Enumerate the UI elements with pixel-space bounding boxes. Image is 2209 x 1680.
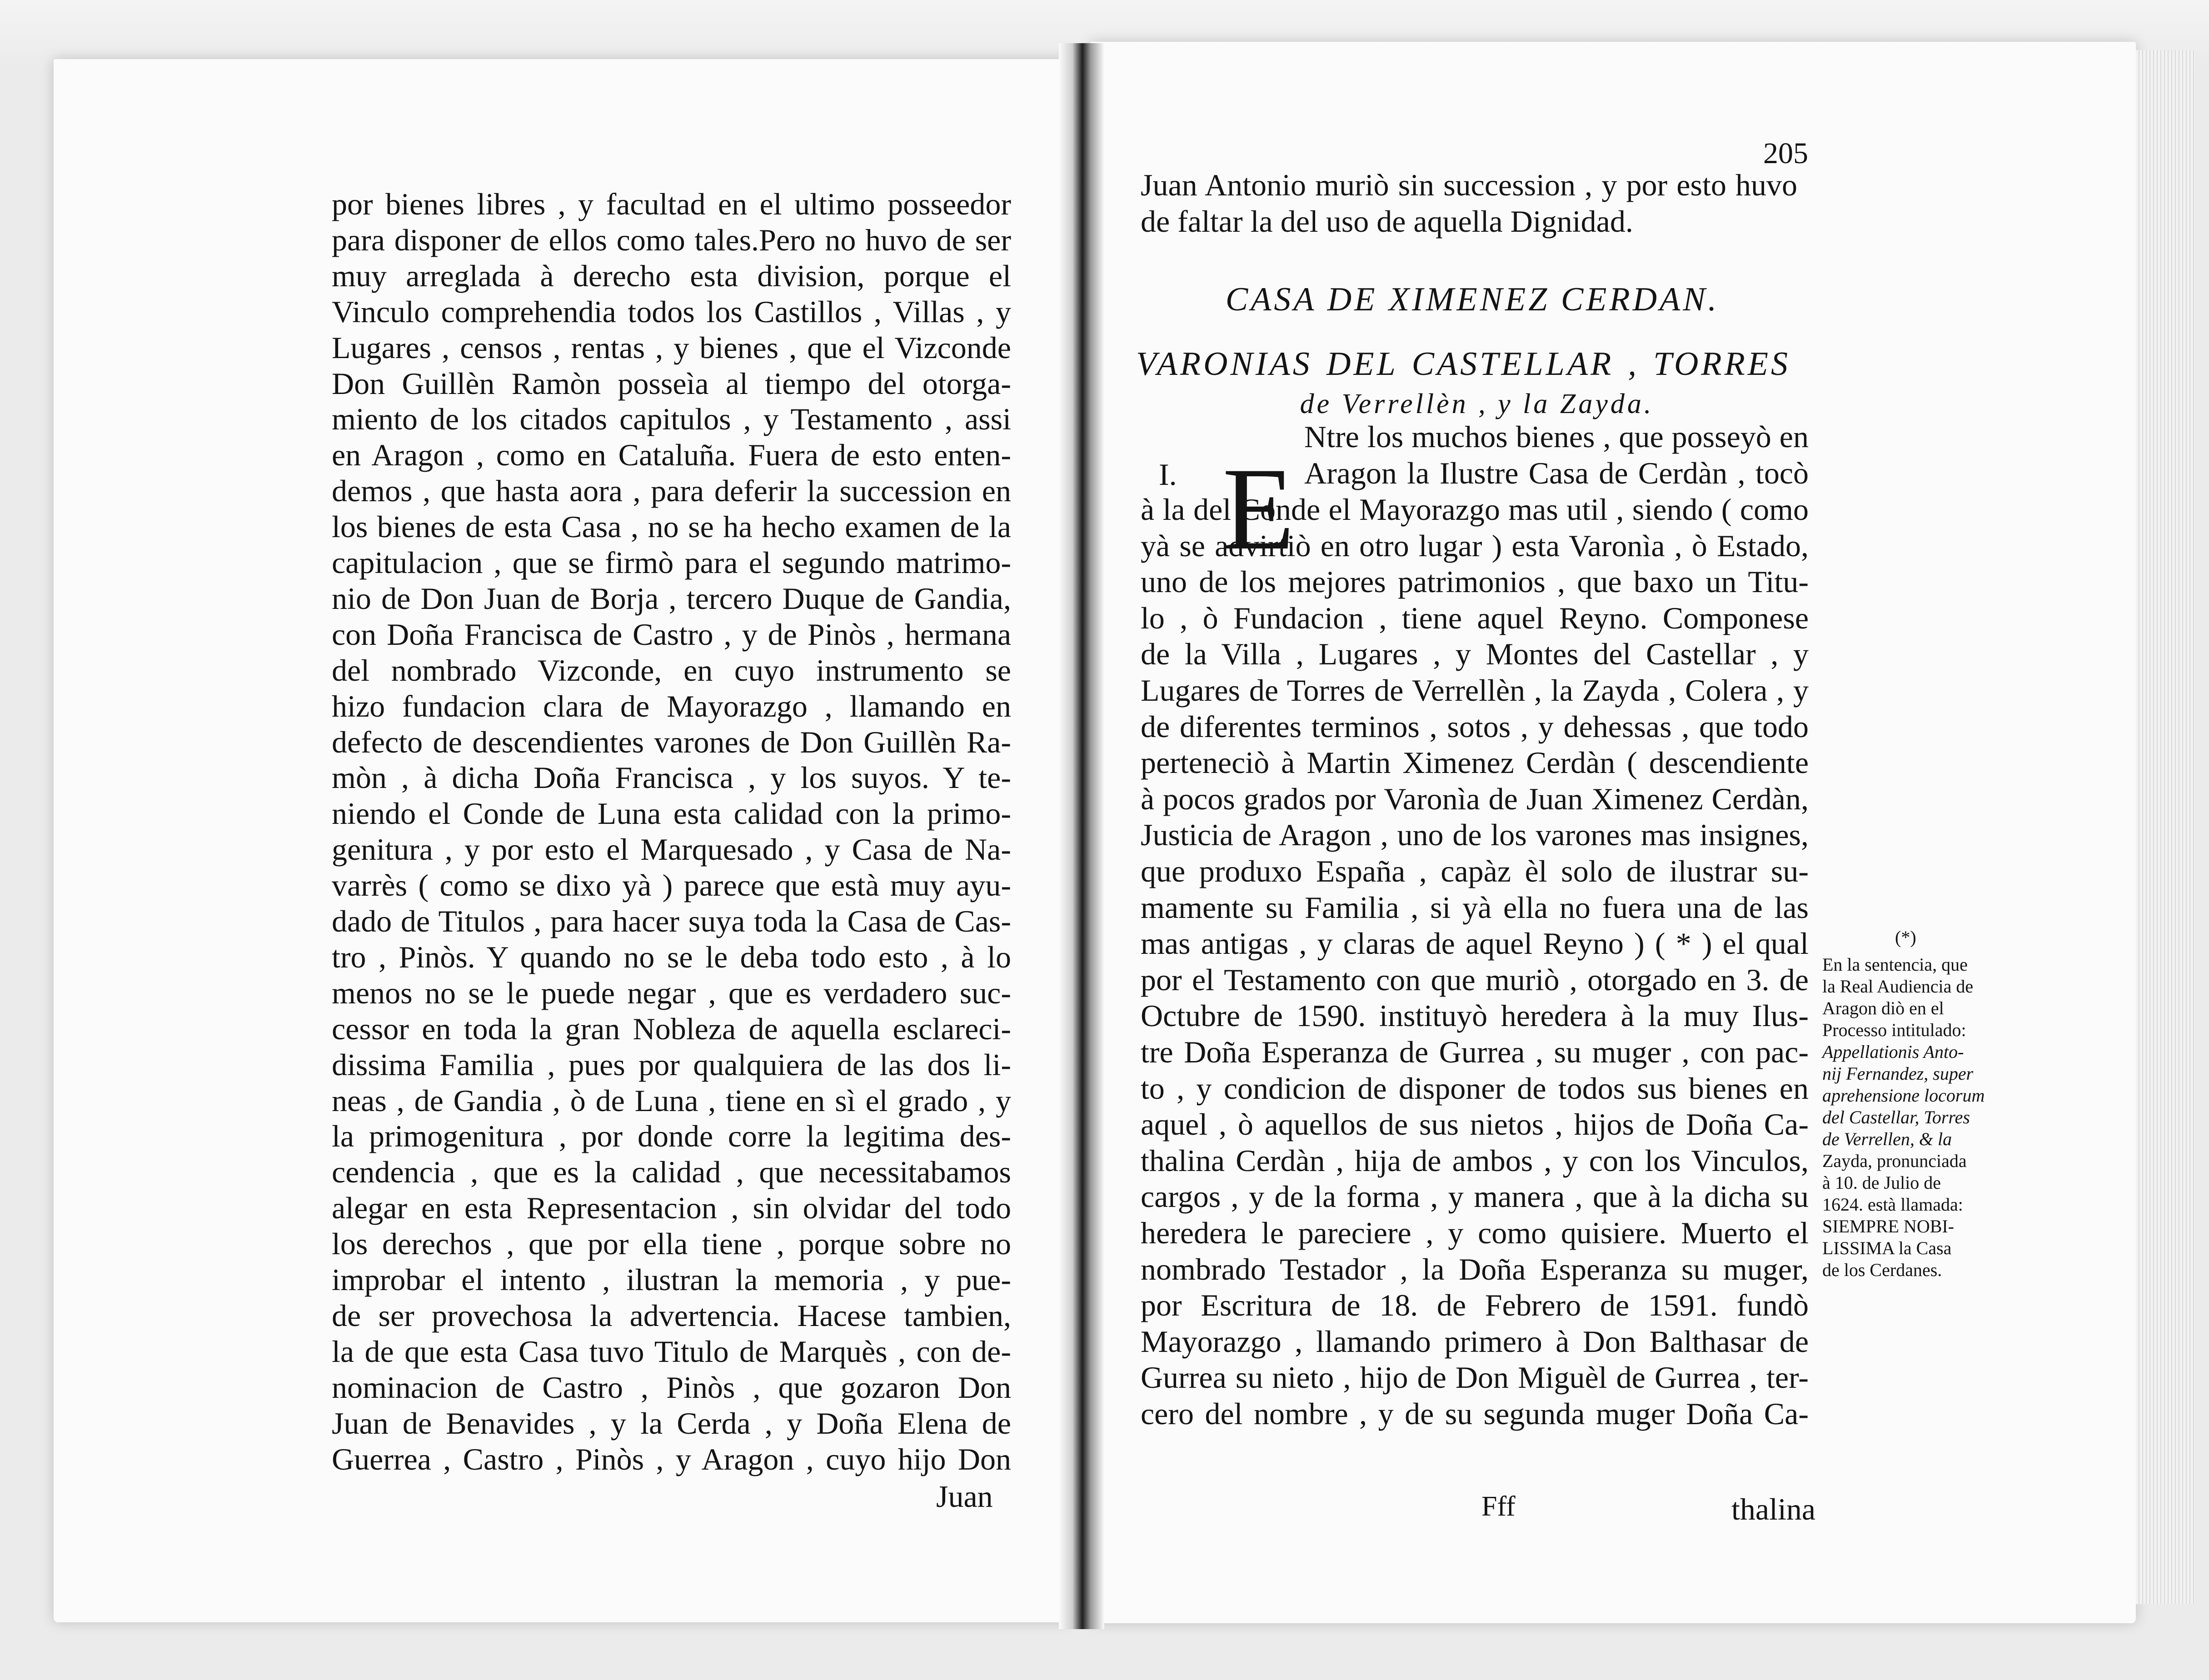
text-line: alegar en esta Representacion , sin olvidar del todo: [332, 1191, 1011, 1226]
text-line: à la del Conde el Mayorazgo mas util , siendo ( como: [1141, 492, 1809, 527]
signature-mark: Fff: [1481, 1491, 1516, 1522]
text-line: los bienes de esta Casa , no se ha hecho examen de la: [332, 509, 1011, 544]
text-line: cessor en toda la gran Nobleza de aquella esclareci-: [332, 1011, 1011, 1046]
heading-casa: CASA DE XIMENEZ CERDAN.: [1225, 281, 1720, 318]
text-line: improbar el intento , ilustran la memoria , y pue-: [332, 1262, 1011, 1297]
text-line: del nombrado Vizconde, en cuyo instrumento se: [332, 653, 1011, 688]
side-note-line: SIEMPRE NOBI-: [1822, 1216, 1955, 1236]
side-note-line: Appellationis Anto-: [1822, 1042, 1964, 1062]
text-line: tro , Pinòs. Y quando no se le deba todo esto , à lo: [332, 939, 1011, 974]
text-line: defecto de descendientes varones de Don Guillèn Ra-: [332, 724, 1011, 759]
text-line: nio de Don Juan de Borja , tercero Duque de Gandia,: [332, 581, 1011, 616]
text-line: de diferentes terminos , sotos , y dehessas , que todo: [1141, 709, 1809, 744]
side-note-line: del Castellar, Torres: [1822, 1107, 1970, 1127]
text-line: Justicia de Aragon , uno de los varones mas insignes,: [1141, 818, 1809, 852]
heading-varonias: VARONIAS DEL CASTELLAR , TORRES: [1136, 345, 1790, 383]
side-note-line: Aragon diò en el: [1822, 998, 1944, 1018]
text-line: mas antigas , y claras de aquel Reyno ) ( * ) el qual: [1141, 926, 1809, 961]
side-note-line: nij Fernandez, super: [1822, 1063, 1974, 1084]
right-catchword: thalina: [1731, 1492, 1816, 1526]
side-note-line: 1624. està llamada:: [1822, 1194, 1963, 1215]
text-line: capitulacion , que se firmò para el segundo matrimo-: [332, 545, 1011, 580]
text-line: perteneciò à Martin Ximenez Cerdàn ( descendiente: [1141, 745, 1809, 780]
page-edges: [2136, 50, 2195, 1604]
text-line: tre Doña Esperanza de Gurrea , su muger , con pac-: [1141, 1035, 1809, 1069]
text-line: nominacion de Castro , Pinòs , que gozaron Don: [332, 1370, 1011, 1405]
text-line: demos , que hasta aora , para deferir la succession en: [332, 474, 1011, 508]
text-line: heredera le pareciere , y como quisiere. Muerto el: [1141, 1216, 1809, 1250]
text-line: niendo el Conde de Luna esta calidad con la primo-: [332, 796, 1011, 831]
text-line: de faltar la del uso de aquella Dignidad.: [1141, 204, 1633, 239]
text-line: à pocos grados por Varonìa de Juan Ximenez Cerdàn,: [1141, 781, 1809, 816]
text-line: de ser provechosa la advertencia. Hacese tambien,: [332, 1298, 1011, 1333]
text-line: para disponer de ellos como tales.Pero no huvo de ser: [332, 222, 1011, 257]
side-note-line: de Verrellen, & la: [1822, 1129, 1952, 1149]
text-line: la primogenitura , por donde corre la legitima des-: [332, 1119, 1011, 1154]
text-line: los derechos , que por ella tiene , porque sobre no: [332, 1226, 1011, 1261]
section-numeral: I.: [1159, 457, 1177, 492]
drop-cap: E: [1222, 444, 1295, 574]
text-line: nombrado Testador , la Doña Esperanza su muger,: [1141, 1251, 1809, 1286]
side-note-line: Zayda, pronunciada: [1822, 1151, 1967, 1171]
heading-subtitle: de Verrellèn , y la Zayda.: [1300, 389, 1654, 419]
text-line: miento de los citados capitulos , y Testamento , assi: [332, 402, 1011, 437]
text-line: Aragon la Ilustre Casa de Cerdàn , tocò: [1304, 456, 1809, 490]
text-line: de la Villa , Lugares , y Montes del Castellar , y: [1141, 637, 1809, 672]
text-line: cendencia , que es la calidad , que necessitabamos: [332, 1155, 1011, 1190]
text-line: por bienes libres , y facultad en el ultimo posseedor: [332, 187, 1011, 221]
text-line: Gurrea su nieto , hijo de Don Miguèl de Gurrea , ter-: [1141, 1360, 1809, 1395]
text-line: dado de Titulos , para hacer suya toda la Casa de Cas-: [332, 904, 1011, 938]
text-line: yà se advirtiò en otro lugar ) esta Varonìa , ò Estado,: [1141, 528, 1809, 563]
text-line: to , y condicion de disponer de todos sus bienes en: [1141, 1071, 1809, 1106]
text-line: por el Testamento con que muriò , otorgado en 3. de: [1141, 962, 1809, 997]
book-gutter: [1059, 43, 1104, 1629]
text-line: Vinculo comprehendia todos los Castillos , Villas , y: [332, 294, 1011, 329]
text-line: genitura , y por esto el Marquesado , y Casa de Na-: [332, 832, 1011, 867]
text-line: menos no se le puede negar , que es verdadero suc-: [332, 975, 1011, 1010]
side-note-line: En la sentencia, que: [1822, 954, 1968, 975]
text-line: Lugares de Torres de Verrellèn , la Zayda , Colera , y: [1141, 673, 1809, 708]
text-line: con Doña Francisca de Castro , y de Pinòs , hermana: [332, 617, 1011, 652]
text-line: aquel , ò aquellos de sus nietos , hijos de Doña Ca-: [1141, 1107, 1809, 1142]
text-line: Juan Antonio muriò sin succession , y por esto huvo: [1141, 168, 1797, 202]
side-note-line: de los Cerdanes.: [1822, 1260, 1942, 1280]
text-line: neas , de Gandia , ò de Luna , tiene en sì el grado , y: [332, 1083, 1011, 1118]
text-line: dissima Familia , pues por qualquiera de las dos li-: [332, 1047, 1011, 1082]
text-line: lo , ò Fundacion , tiene aquel Reyno. Componese: [1141, 600, 1809, 635]
text-line: thalina Cerdàn , hija de ambos , y con los Vinculos,: [1141, 1143, 1809, 1178]
text-line: Ntre los muchos bienes , que posseyò en: [1304, 419, 1809, 454]
side-note-line: à 10. de Julio de: [1822, 1172, 1941, 1193]
side-note-marker: (*): [1895, 927, 1916, 947]
text-line: Mayorazgo , llamando primero à Don Balthasar de: [1141, 1324, 1809, 1359]
text-line: Lugares , censos , rentas , y bienes , que el Vizconde: [332, 330, 1011, 365]
text-line: cero del nombre , y de su segunda muger Doña Ca-: [1141, 1396, 1809, 1431]
text-line: la de que esta Casa tuvo Titulo de Marquès , con de-: [332, 1334, 1011, 1369]
side-note-line: la Real Audiencia de: [1822, 976, 1974, 997]
text-line: mòn , à dicha Doña Francisca , y los suyos. Y te-: [332, 760, 1011, 795]
text-line: Guerrea , Castro , Pinòs , y Aragon , cuyo hijo Don: [332, 1441, 1011, 1476]
text-line: uno de los mejores patrimonios , que baxo un Titu-: [1141, 564, 1809, 599]
left-catchword: Juan: [936, 1479, 993, 1514]
text-line: por Escritura de 18. de Febrero de 1591. fundò: [1141, 1288, 1809, 1323]
text-line: Don Guillèn Ramòn posseìa al tiempo del otorga-: [332, 366, 1011, 401]
side-note-line: aprehensione locorum: [1822, 1085, 1985, 1106]
page-number: 205: [1763, 137, 1808, 170]
side-note-line: LISSIMA la Casa: [1822, 1238, 1952, 1258]
text-line: Juan de Benavides , y la Cerda , y Doña Elena de: [332, 1406, 1011, 1441]
text-line: en Aragon , como en Cataluña. Fuera de esto enten-: [332, 438, 1011, 473]
text-line: varrès ( como se dixo yà ) parece que està muy ayu-: [332, 868, 1011, 903]
text-line: hizo fundacion clara de Mayorazgo , llamando en: [332, 688, 1011, 723]
text-line: mamente su Familia , si yà ella no fuera una de las: [1141, 890, 1809, 925]
side-note-line: Processo intitulado:: [1822, 1020, 1966, 1040]
text-line: cargos , y de la forma , y manera , que à la dicha su: [1141, 1179, 1809, 1214]
text-line: que produxo España , capàz èl solo de ilustrar su-: [1141, 854, 1809, 888]
text-line: muy arreglada à derecho esta division, porque el: [332, 258, 1011, 293]
text-line: Octubre de 1590. instituyò heredera à la muy Ilus-: [1141, 998, 1809, 1033]
